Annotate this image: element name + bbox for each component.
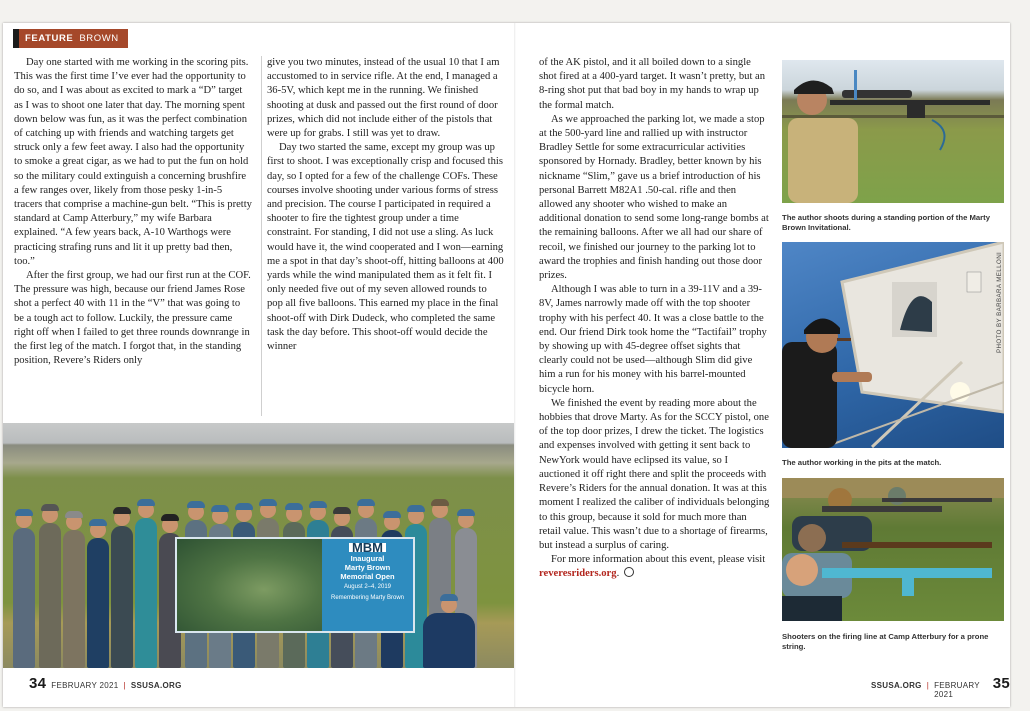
issue-date: FEBRUARY 2021: [934, 681, 980, 699]
column-divider: [261, 56, 262, 416]
paragraph: Although I was able to turn in a 39-11V and a 39-8V, James narrowly made off with the top shooter trophy with his perfect 40. It was a close battle to the end. Our friend Dirk took home the “Tactifail” trophy by showing up with 45-degree offset sights that clearly could not be used—although Slim did give him a run for his money with his barrel-mounted bicycle horn.: [539, 284, 767, 395]
kneeling-person-figure: [423, 613, 475, 668]
paragraph: After the first group, we had our first run at the COF. The pressure was high, because our friend James Rose shot a perfect 40 with 11 in the “V” that was going to be a tough act to follow. Luckily, the pressure came right off when I failed to get three rounds downrange in the first leg of the match. I forgot that, in the standing position, Revere’s Riders only: [14, 270, 251, 367]
pit-worker-illustration: [782, 242, 1004, 448]
paragraph: Day one started with me working in the scoring pits. This was the first time I’ve ever had the opportunity to do so, and I was about as excited to mark a “D” target as I was to shoot one later that day. The morning spent down below was fun, as it was the perfect combination of catching up with friends and watching targets get struck only a few feet away. I also had the opportunity to smoke a great cigar, as we had to put the fun on hold so the military could extinguish a concerning brushfire a few ranges over, likely from those pesky 1-in-5 tracers that comprise a machine-gun belt. “This is pretty standard at Camp Atterbury,” my wife Barbara explained. “A few years back, A-10 Warthogs were practicing strafing runs and lit it up pretty bad then, too.”: [14, 57, 252, 267]
banner-logo: MBM: [349, 543, 386, 552]
photo-credit: PHOTO BY BARBARA MELLONI: [996, 251, 1003, 353]
standing-shooter-photo: [782, 60, 1004, 203]
firing-line-illustration: [782, 478, 1004, 621]
person-figure: [13, 528, 35, 668]
photo-caption: The author shoots during a standing portion of the Marty Brown Invitational.: [782, 213, 990, 232]
paragraph: We finished the event by reading more about the hobbies that drove Marty. As for the SCCY pistol, one of the top door prizes, I drew the ticket. The logistics and expenses involved with getting it sent back to NewYork would have eclipsed its value, so I auctioned it off right there and split the proceeds with Revere’s Riders for the annual donation. It was at this moment I realized the caliber of individuals belonging to this group, because it sold for much more than retail value. This wasn’t due to a shortage of firearms, but instead a surplus of caring.: [539, 397, 770, 551]
section-tag: [13, 29, 128, 48]
paragraph: of the AK pistol, and it all boiled down to a single shot fired at a 400-yard target. It wasn’t pretty, but an 8-ring shot put that bad boy in my hands to wrap up the formal match.: [539, 57, 766, 111]
article-column-3: [539, 56, 771, 582]
photo-caption: The author working in the pits at the match.: [782, 458, 942, 467]
person-figure: [39, 523, 61, 668]
paragraph: give you two minutes, instead of the usual 10 that I am accustomed to in service rifle. At the end, I managed a 36-5V, which kept me in the running. We finished shooting at dusk and passed out the first round of door prizes, which did not include either of the pistols that were up for grabs. I still was yet to draw.: [267, 57, 500, 140]
section-label: FEATURE: [25, 33, 74, 44]
closing-paragraph: For more information about this event, please visit reveresriders.org.: [539, 554, 766, 580]
person-figure: [135, 518, 157, 668]
person-figure: [63, 530, 85, 668]
pit-worker-photo: [782, 242, 1004, 448]
person-figure: [111, 526, 133, 668]
magazine-spread: [3, 23, 1010, 707]
website-link[interactable]: reveresriders.org: [539, 568, 617, 580]
page-number: 35: [992, 675, 1010, 692]
folio-left: [29, 675, 182, 692]
article-column-2: [267, 56, 505, 354]
firing-line-photo: [782, 478, 1004, 621]
page-number: 34: [29, 675, 47, 692]
folio-separator: |: [926, 681, 930, 690]
person-figure: [87, 538, 109, 668]
page-gutter: [514, 23, 516, 707]
folio-separator: |: [123, 681, 126, 690]
memorial-banner: MBM Inaugural Marty Brown Memorial Open August 2–4, 2019 Remembering Marty Brown: [175, 537, 415, 633]
publication-url: SSUSA.ORG: [130, 681, 182, 690]
issue-date: FEBRUARY 2021: [51, 681, 119, 690]
end-mark-icon: [624, 567, 634, 577]
banner-photo: [177, 539, 322, 631]
photo-caption: Shooters on the firing line at Camp Atterbury for a prone string.: [782, 632, 989, 651]
group-photo: [3, 423, 514, 668]
folio-right: [871, 675, 1010, 699]
standing-shooter-illustration: [782, 60, 1004, 203]
topic-label: BROWN: [79, 33, 119, 44]
article-column-1: [14, 56, 252, 368]
paragraph: As we approached the parking lot, we made a stop at the 500-yard line and rallied up with instructor Bradley Settle for some extracurricular activities sponsored by Hornady. Bradley, better known by his nickname “Slim,” gave us a brief introduction of his personal Barrett M82A1 .50-cal. rifle and then allowed any shooter who wished to make an additional donation to send some long-range bombs at the remaining balloons. After we all had our share of recoil, we finished our journey to the parking lot to award the trophies and finish handing out those door prizes.: [539, 113, 769, 282]
publication-url: SSUSA.ORG: [871, 681, 922, 690]
paragraph: Day two started the same, except my group was up first to shoot. I was exceptionally crisp and focused this day, so I opted for a few of the challenge COFs. These courses involve shooting under various forms of stress and precision. The course I participated in required a shooter to fire the tightest group under a time constraint. For standing, I did not use a sling. As luck would have it, the wind cooperated and I won—earning me a spot in that day’s shoot-off, hitting balloons at 400 yards while the wind manipulated them as it felt fit. I only needed five out of my seven allowed rounds to pop all five balloons. This earned my place in the final shoot-off with Dirk Dudeck, who completed the same task the day before. This shoot-off would decide the winner: [267, 142, 504, 353]
